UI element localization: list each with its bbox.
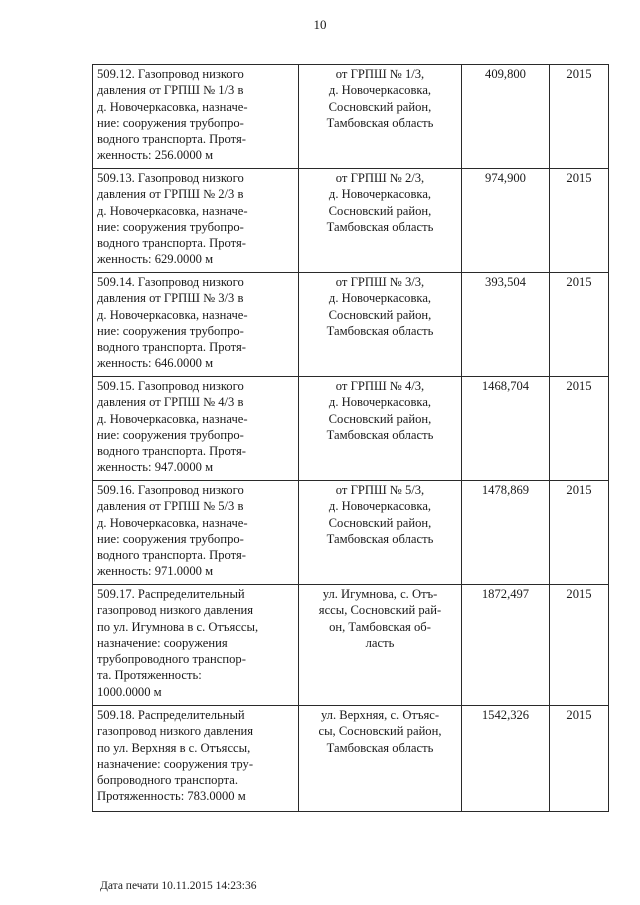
year-cell: 2015 bbox=[550, 706, 609, 812]
table-row bbox=[93, 169, 609, 273]
description-line: женность: 629.0000 м bbox=[97, 252, 214, 267]
description-line: назначение: сооружения тру- bbox=[97, 756, 254, 771]
object-description-cell bbox=[93, 377, 299, 481]
address-line: сы, Сосновский район, bbox=[318, 724, 442, 739]
address-cell bbox=[299, 481, 462, 585]
property-table bbox=[92, 64, 609, 812]
description-line: ние: сооружения трубопро- bbox=[97, 427, 244, 442]
address-cell bbox=[299, 65, 462, 169]
description-line: водного транспорта. Протя- bbox=[97, 132, 246, 147]
address-line: Тамбовская область bbox=[326, 323, 434, 338]
address-line: д. Новочеркасовка, bbox=[328, 291, 432, 306]
object-description-cell bbox=[93, 585, 299, 706]
address-line: Сосновский район, bbox=[328, 203, 432, 218]
description-line: ние: сооружения трубопро- bbox=[97, 531, 244, 546]
year-cell: 2015 bbox=[550, 169, 609, 273]
address-line: Тамбовская область bbox=[326, 219, 434, 234]
address-line: от ГРПШ № 3/3, bbox=[335, 275, 425, 289]
description-line: та. Протяженность: bbox=[97, 668, 202, 683]
table-row bbox=[93, 65, 609, 169]
description-line: по ул. Игумнова в с. Отъяссы, bbox=[97, 619, 259, 634]
address-line: от ГРПШ № 2/3, bbox=[335, 171, 425, 185]
address-line: ласть bbox=[365, 635, 395, 650]
description-line: газопровод низкого давления bbox=[97, 603, 254, 618]
object-description-cell bbox=[93, 65, 299, 169]
address-line: Тамбовская область bbox=[326, 115, 434, 130]
description-line: водного транспорта. Протя- bbox=[97, 444, 246, 459]
description-line: 509.18. Распределительный bbox=[97, 708, 245, 722]
address-cell bbox=[299, 169, 462, 273]
description-line: 509.12. Газопровод низкого bbox=[97, 67, 244, 81]
description-line: женность: 971.0000 м bbox=[97, 564, 214, 579]
table-row bbox=[93, 273, 609, 377]
description-line: д. Новочеркасовка, назначе- bbox=[97, 515, 248, 530]
description-line: Протяженность: 783.0000 м bbox=[97, 789, 246, 804]
description-line: женность: 646.0000 м bbox=[97, 356, 214, 371]
address-line: д. Новочеркасовка, bbox=[328, 83, 432, 98]
value-cell: 393,504 bbox=[462, 273, 550, 377]
description-line: водного транспорта. Протя- bbox=[97, 548, 246, 563]
year-cell: 2015 bbox=[550, 273, 609, 377]
address-line: ул. Верхняя, с. Отъяс- bbox=[320, 708, 440, 722]
print-date: Дата печати 10.11.2015 14:23:36 bbox=[100, 880, 257, 892]
page-number: 10 bbox=[313, 17, 327, 32]
description-line: 509.15. Газопровод низкого bbox=[97, 379, 244, 393]
address-line: яссы, Сосновский рай- bbox=[318, 603, 442, 618]
year-cell: 2015 bbox=[550, 65, 609, 169]
value-cell: 1478,869 bbox=[462, 481, 550, 585]
address-cell bbox=[299, 377, 462, 481]
table-row bbox=[93, 706, 609, 812]
description-line: д. Новочеркасовка, назначе- bbox=[97, 99, 248, 114]
description-line: давления от ГРПШ № 3/3 в bbox=[97, 291, 244, 306]
description-line: 509.16. Газопровод низкого bbox=[97, 483, 244, 497]
address-line: Сосновский район, bbox=[328, 307, 432, 322]
address-line: д. Новочеркасовка, bbox=[328, 395, 432, 410]
description-line: давления от ГРПШ № 1/3 в bbox=[97, 83, 244, 98]
description-line: газопровод низкого давления bbox=[97, 724, 254, 739]
address-cell bbox=[299, 706, 462, 812]
description-line: д. Новочеркасовка, назначе- bbox=[97, 411, 248, 426]
address-line: Сосновский район, bbox=[328, 411, 432, 426]
description-line: д. Новочеркасовка, назначе- bbox=[97, 307, 248, 322]
description-line: водного транспорта. Протя- bbox=[97, 236, 246, 251]
description-line: по ул. Верхняя в с. Отъяссы, bbox=[97, 740, 251, 755]
address-line: от ГРПШ № 1/3, bbox=[335, 67, 425, 81]
address-line: Тамбовская область bbox=[326, 531, 434, 546]
address-line: Сосновский район, bbox=[328, 515, 432, 530]
table-row bbox=[93, 585, 609, 706]
description-line: давления от ГРПШ № 2/3 в bbox=[97, 187, 244, 202]
value-cell: 1872,497 bbox=[462, 585, 550, 706]
address-line: Сосновский район, bbox=[328, 99, 432, 114]
address-line: д. Новочеркасовка, bbox=[328, 499, 432, 514]
object-description-cell bbox=[93, 273, 299, 377]
description-line: давления от ГРПШ № 4/3 в bbox=[97, 395, 244, 410]
address-line: Тамбовская область bbox=[326, 740, 434, 755]
year-cell: 2015 bbox=[550, 585, 609, 706]
year-cell: 2015 bbox=[550, 377, 609, 481]
object-description-cell bbox=[93, 481, 299, 585]
table-row bbox=[93, 481, 609, 585]
description-line: трубопроводного транспор- bbox=[97, 652, 246, 667]
description-line: 509.14. Газопровод низкого bbox=[97, 275, 244, 289]
value-cell: 1468,704 bbox=[462, 377, 550, 481]
value-cell: 974,900 bbox=[462, 169, 550, 273]
description-line: 509.17. Распределительный bbox=[97, 587, 245, 601]
address-line: от ГРПШ № 4/3, bbox=[335, 379, 425, 393]
value-cell: 409,800 bbox=[462, 65, 550, 169]
address-line: он, Тамбовская об- bbox=[329, 619, 431, 634]
description-line: ние: сооружения трубопро- bbox=[97, 219, 244, 234]
table-row bbox=[93, 377, 609, 481]
description-line: ние: сооружения трубопро- bbox=[97, 323, 244, 338]
description-line: давления от ГРПШ № 5/3 в bbox=[97, 499, 244, 514]
address-line: д. Новочеркасовка, bbox=[328, 187, 432, 202]
description-line: 1000.0000 м bbox=[97, 684, 162, 699]
year-cell: 2015 bbox=[550, 481, 609, 585]
object-description-cell bbox=[93, 706, 299, 812]
address-line: ул. Игумнова, с. Отъ- bbox=[322, 587, 438, 601]
description-line: женность: 947.0000 м bbox=[97, 460, 214, 475]
description-line: водного транспорта. Протя- bbox=[97, 340, 246, 355]
description-line: бопроводного транспорта. bbox=[97, 773, 239, 788]
description-line: женность: 256.0000 м bbox=[97, 148, 214, 163]
description-line: назначение: сооружения bbox=[97, 635, 228, 650]
address-line: от ГРПШ № 5/3, bbox=[335, 483, 425, 497]
address-cell bbox=[299, 585, 462, 706]
description-line: ние: сооружения трубопро- bbox=[97, 115, 244, 130]
value-cell: 1542,326 bbox=[462, 706, 550, 812]
description-line: д. Новочеркасовка, назначе- bbox=[97, 203, 248, 218]
description-line: 509.13. Газопровод низкого bbox=[97, 171, 244, 185]
object-description-cell bbox=[93, 169, 299, 273]
address-line: Тамбовская область bbox=[326, 427, 434, 442]
address-cell bbox=[299, 273, 462, 377]
